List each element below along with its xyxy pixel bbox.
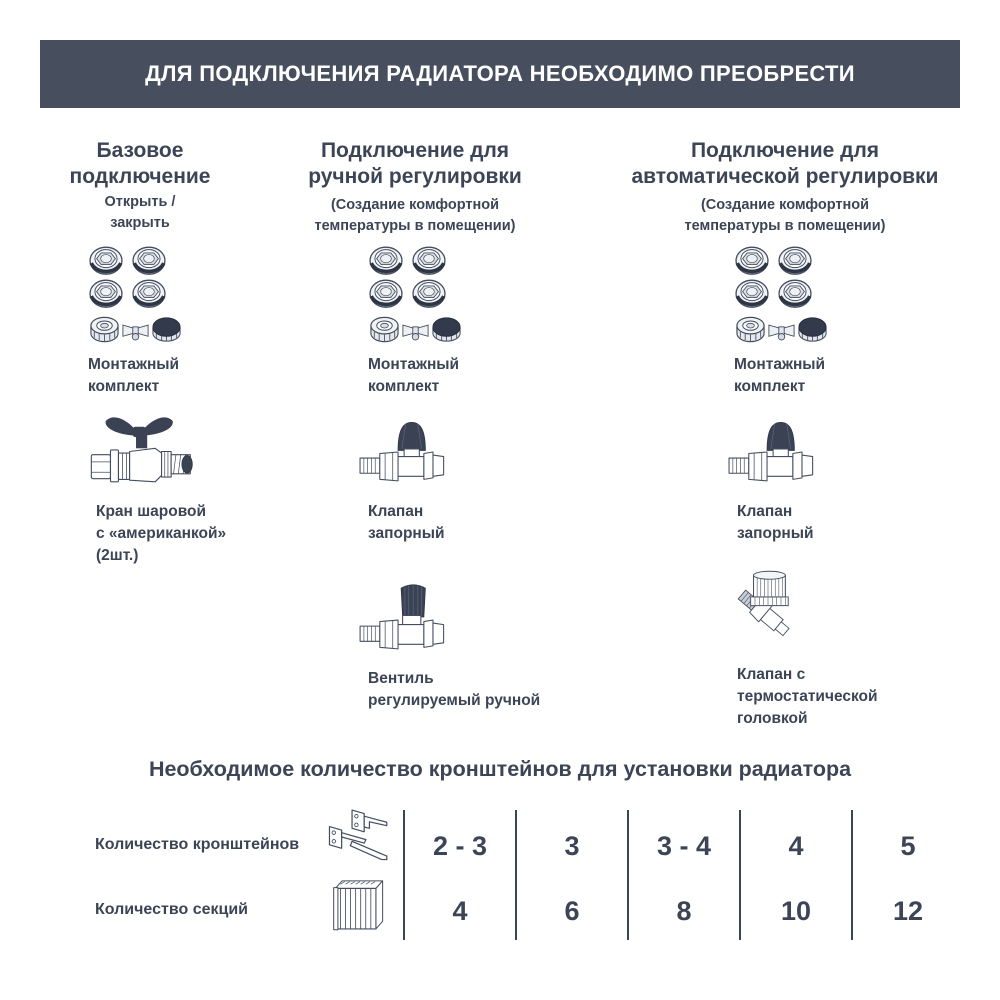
fitting-icon bbox=[411, 278, 447, 311]
section-count-cell: 10 bbox=[780, 896, 812, 926]
mounting-kit-basic bbox=[88, 245, 208, 398]
manual-valve-label: Вентиль регулируемый ручной bbox=[368, 670, 541, 709]
brackets-section-title: Необходимое количество кронштейнов для установки радиатора bbox=[148, 757, 852, 781]
plug-icon bbox=[734, 314, 767, 345]
header-banner bbox=[40, 40, 960, 108]
shutoff-valve-label: Клапан запорный bbox=[737, 503, 814, 542]
mounting-kit-manual bbox=[368, 245, 488, 398]
column-basic-subtitle: Открыть / закрыть bbox=[104, 194, 176, 231]
kit-fittings bbox=[734, 245, 854, 311]
kit-label: Монтажный комплект bbox=[88, 356, 180, 395]
fitting-icon bbox=[131, 278, 167, 311]
fitting-icon bbox=[734, 278, 770, 311]
kit-fittings bbox=[368, 245, 488, 311]
kit-fittings bbox=[88, 245, 208, 311]
bracket-count-cell: 5 bbox=[900, 831, 916, 861]
shutoff-valve-icon bbox=[726, 414, 840, 490]
column-auto-title: Подключение для автоматической регулировки bbox=[631, 139, 939, 188]
bracket-icon bbox=[326, 808, 392, 866]
column-manual-subtitle: (Создание комфортной температуры в помещении) bbox=[314, 197, 516, 234]
bracket-count-cell: 3 - 4 bbox=[656, 831, 712, 861]
sections-row-label: Количество секций bbox=[95, 901, 249, 918]
fitting-icon bbox=[368, 278, 404, 311]
fitting-icon bbox=[88, 245, 124, 278]
brackets-row-label: Количество кронштейнов bbox=[95, 836, 300, 853]
kit-label: Монтажный комплект bbox=[368, 356, 460, 395]
kit-label: Монтажный комплект bbox=[734, 356, 826, 395]
column-auto-subtitle: (Создание комфортной температуры в помещении) bbox=[684, 197, 886, 234]
manual-valve-icon bbox=[357, 576, 471, 658]
cap-icon bbox=[150, 314, 183, 345]
cap-icon bbox=[430, 314, 463, 345]
mounting-kit-auto bbox=[734, 245, 854, 398]
section-count-cell: 4 bbox=[452, 896, 468, 926]
bracket-count-cell: 4 bbox=[788, 831, 804, 861]
section-count-cell: 8 bbox=[676, 896, 692, 926]
column-basic-title: Базовое подключение bbox=[69, 139, 211, 188]
thermostatic-valve-label: Клапан с термостатической головкой bbox=[737, 666, 878, 727]
air-vent-key-icon bbox=[402, 319, 429, 341]
thermostatic-valve-icon bbox=[718, 568, 818, 662]
header-title: ДЛЯ ПОДКЛЮЧЕНИЯ РАДИАТОРА НЕОБХОДИМО ПРЕОБРЕСТИ bbox=[145, 61, 855, 86]
plug-icon bbox=[88, 314, 121, 345]
section-count-cell: 6 bbox=[564, 896, 580, 926]
fitting-icon bbox=[411, 245, 447, 278]
shutoff-valve-label: Клапан запорный bbox=[368, 503, 445, 542]
bracket-count-cell: 3 bbox=[564, 831, 580, 861]
bracket-count-cell: 2 - 3 bbox=[432, 831, 488, 861]
fitting-icon bbox=[777, 245, 813, 278]
section-count-cell: 12 bbox=[892, 896, 924, 926]
column-manual-title: Подключение для ручной регулировки bbox=[308, 139, 522, 188]
shutoff-valve-icon bbox=[357, 414, 471, 490]
fitting-icon bbox=[88, 278, 124, 311]
cap-icon bbox=[796, 314, 829, 345]
fitting-icon bbox=[777, 278, 813, 311]
fitting-icon bbox=[368, 245, 404, 278]
plug-icon bbox=[368, 314, 401, 345]
air-vent-key-icon bbox=[122, 319, 149, 341]
radiator-icon bbox=[332, 876, 386, 938]
fitting-icon bbox=[734, 245, 770, 278]
ball-valve-label: Кран шаровой с «американкой» (2шт.) bbox=[96, 503, 227, 564]
ball-valve-icon bbox=[88, 410, 200, 493]
fitting-icon bbox=[131, 245, 167, 278]
air-vent-key-icon bbox=[768, 319, 795, 341]
